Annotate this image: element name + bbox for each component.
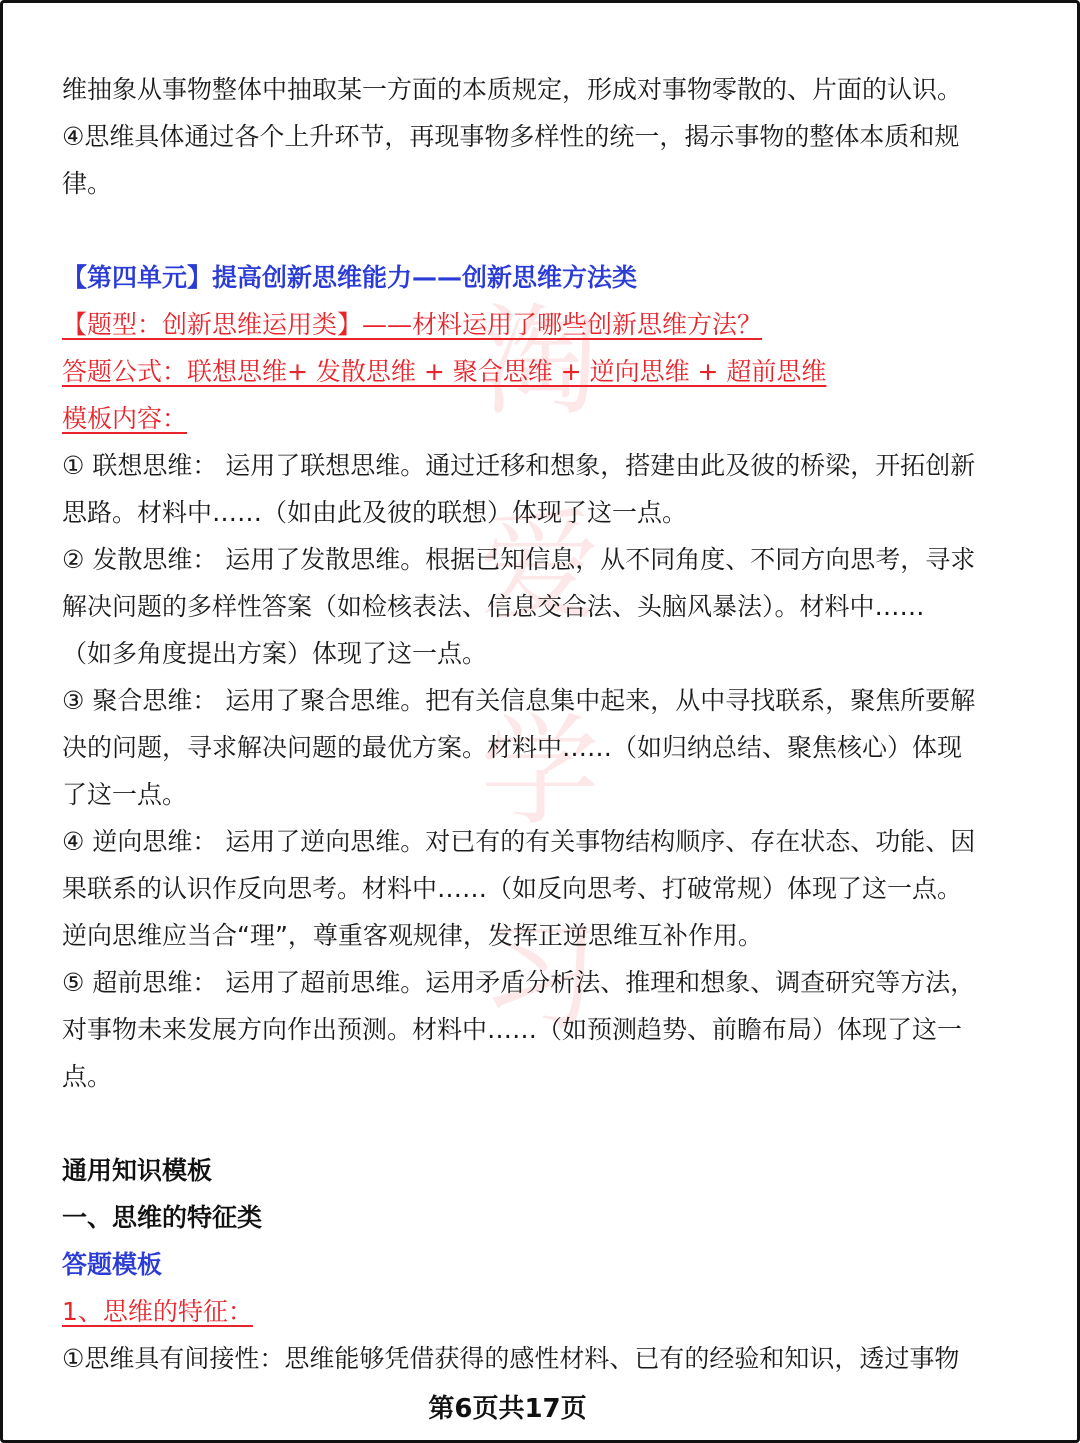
text-line: ④ 逆向思维： 运用了逆向思维。对已有的有关事物结构顺序、存在状态、功能、因 [62,827,976,856]
watermark-char: 学 [480,703,600,842]
text-line: 思路。材料中……（如由此及彼的联想）体现了这一点。 [62,498,688,527]
text-line: 对事物未来发展方向作出预测。材料中……（如预测趋势、前瞻布局）体现了这一 [62,1015,963,1044]
text-line: 果联系的认识作反向思考。材料中……（如反向思考、打破常规）体现了这一点。 [62,874,963,903]
text-line: ①思维具有间接性：思维能够凭借获得的感性材料、已有的经验和知识，透过事物 [62,1344,960,1373]
text-line: ② 发散思维： 运用了发散思维。根据已知信息，从不同角度、不同方向思考，寻求 [62,545,976,574]
section-heading: 一、思维的特征类 [62,1203,263,1232]
text-line: 维抽象从事物整体中抽取某一方面的本质规定，形成对事物零散的、片面的认识。 [62,75,963,104]
page-number: 第6页共17页 [428,1394,587,1424]
text-line: 逆向思维应当合“理”，尊重客观规律，发挥正逆思维互补作用。 [62,921,763,950]
template-label: 模板内容： [62,404,188,433]
document-body [62,66,1022,1382]
template-heading: 答题模板 [62,1250,163,1279]
answer-formula: 答题公式：联想思维+ 发散思维 + 聚合思维 + 逆向思维 + 超前思维 [62,357,827,386]
watermark-char: 习 [480,908,600,1047]
watermark-char: 爱 [480,498,600,637]
text-line: ③ 聚合思维： 运用了聚合思维。把有关信息集中起来，从中寻找联系，聚焦所要解 [62,686,976,715]
feature-label: 1、思维的特征： [62,1297,253,1326]
text-line: ① 联想思维： 运用了联想思维。通过迁移和想象，搭建由此及彼的桥梁，开拓创新 [62,451,976,480]
text-line: 点。 [62,1062,113,1091]
text-line: 了这一点。 [62,780,188,809]
text-line: 决的问题，寻求解决问题的最优方案。材料中……（如归纳总结、聚焦核心）体现 [62,733,963,762]
general-heading: 通用知识模板 [62,1156,213,1185]
unit-title: 【第四单元】提高创新思维能力——创新思维方法类 [62,263,638,292]
text-line: 解决问题的多样性答案（如检核表法、信息交合法、头脑风暴法）。材料中…… [62,592,925,621]
text-line: ⑤ 超前思维： 运用了超前思维。运用矛盾分析法、推理和想象、调查研究等方法， [62,968,976,997]
watermark-char: 淘 [480,293,600,432]
text-line: 律。 [62,169,113,198]
question-type: 【题型：创新思维运用类】——材料运用了哪些创新思维方法？ [62,310,763,339]
text-line: （如多角度提出方案）体现了这一点。 [62,639,488,668]
text-line: ④思维具体通过各个上升环节，再现事物多样性的统一，揭示事物的整体本质和规 [62,122,960,151]
